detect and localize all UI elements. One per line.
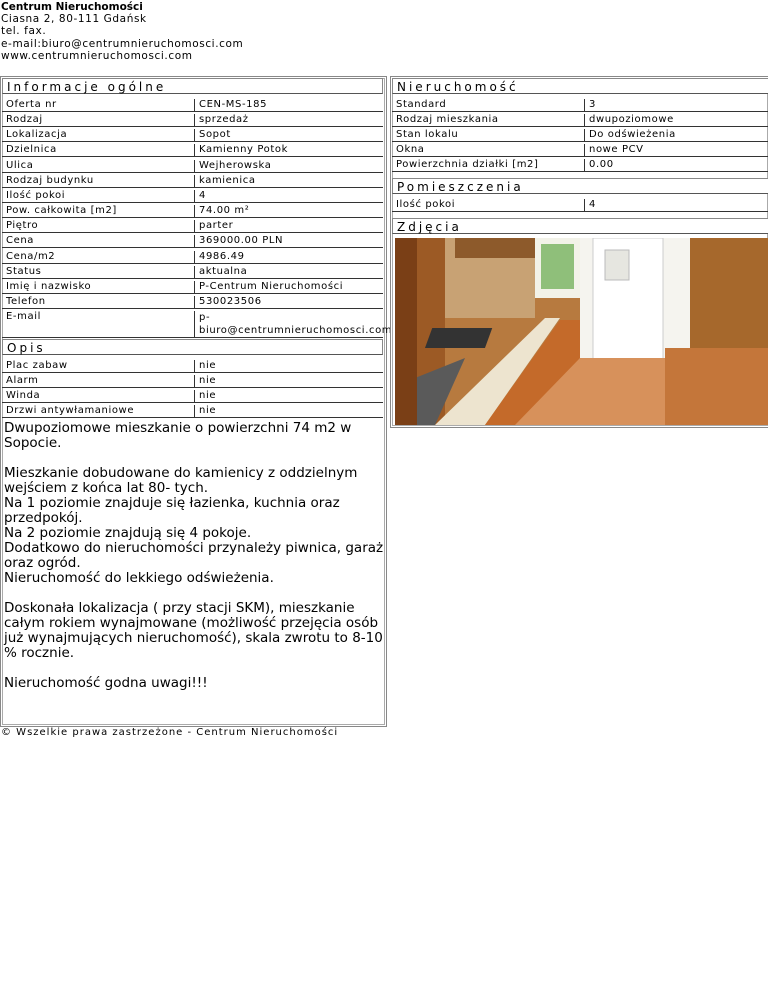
field-value: 369000.00 PLN [194,235,382,247]
table-row [2,158,383,173]
table-row [2,218,383,233]
field-value: Wejherowska [194,160,382,172]
table-row [2,97,383,112]
field-value: kamienica [194,175,382,187]
table-row [2,388,383,403]
kitchen-photo-image [395,238,768,425]
section-title-photos: Zdjęcia [392,218,768,234]
field-label: Okna [396,144,425,155]
field-label: Standard [396,99,447,110]
field-value: sprzedaż [194,114,382,126]
description-paragraph: Dwupoziomowe mieszkanie o powierzchni 74 m2 w Sopocie. [4,420,356,451]
table-row [2,188,383,203]
field-label: Drzwi antywłamaniowe [6,405,135,416]
table-row [392,97,768,112]
company-address: Ciasna 2, 80-111 Gdańsk [1,13,147,26]
field-value: aktualna [194,266,382,278]
table-row [392,157,768,172]
section-title-general: Informacje ogólne [2,78,383,94]
description-paragraph: Nieruchomość godna uwagi!!! [4,675,208,691]
field-value: nie [194,390,382,402]
description-paragraph: Doskonała lokalizacja ( przy stacji SKM), mieszkanie całym rokiem wynajmowane (możliwość przejęcia osób już wynajmujących nieruchomość), skala zwrotu to 8-10 % rocznie. [4,600,388,661]
section-title-rooms: Pomieszczenia [392,178,768,194]
property-photo[interactable] [395,238,768,425]
field-value: dwupoziomowe [584,114,767,126]
field-value: 0.00 [584,159,767,171]
field-label: Lokalizacja [6,129,68,141]
field-label: Piętro [6,220,39,232]
field-value: Do odświeżenia [584,129,767,141]
table-row [2,249,383,264]
field-value: 4 [194,190,382,202]
table-row [2,279,383,294]
field-label: Ilość pokoi [6,189,66,201]
field-value: Kamienny Potok [194,144,382,156]
section-title-opis: Opis [2,339,383,355]
field-value: P-Centrum Nieruchomości [194,281,382,293]
field-label: Rodzaj mieszkania [396,114,499,125]
field-label: Powierzchnia działki [m2] [396,159,539,170]
table-row [392,112,768,127]
field-value: nie [194,405,382,417]
field-label: Winda [6,390,41,401]
company-name: Centrum Nieruchomości [1,1,143,13]
table-row [392,127,768,142]
table-row [2,294,383,309]
footer-copyright: © Wszelkie prawa zastrzeżone - Centrum Nieruchomości [1,727,339,738]
field-value: parter [194,220,382,232]
field-label: Dzielnica [6,144,57,156]
table-row [392,197,768,212]
field-label: Stan lokalu [396,129,459,140]
field-label: Rodzaj [6,114,43,126]
field-label: Ilość pokoi [396,199,456,210]
table-row [2,142,383,157]
table-row [392,142,768,157]
field-value: Sopot [194,129,382,141]
company-phone: tel. fax. [1,25,47,38]
field-label: Cena [6,235,35,247]
table-row [2,264,383,279]
field-label: Cena/m2 [6,250,56,262]
field-label: Plac zabaw [6,360,68,371]
field-value: nie [194,375,382,387]
field-value: 530023506 [194,296,382,308]
description [4,421,388,691]
field-value: 4 [584,199,767,211]
table-row [2,309,393,338]
field-label: Rodzaj budynku [6,174,94,186]
field-value: 4986.49 [194,251,382,263]
field-label: Oferta nr [6,99,57,110]
field-value: nie [194,360,382,372]
field-label: Telefon [6,295,46,307]
field-label: Pow. całkowita [m2] [6,205,117,217]
table-row [2,403,383,418]
table-row [2,203,383,218]
table-row [2,373,383,388]
field-value: p-biuro@centrumnieruchomosci.com [194,311,382,337]
table-row [2,358,383,373]
table-row [2,127,383,142]
table-row [2,173,383,188]
company-website[interactable]: www.centrumnieruchomosci.com [1,49,193,62]
description-paragraph: Mieszkanie dobudowane do kamienicy z oddzielnym wejściem z końca lat 80- tych. Na 1 poziomie znajduje się łazienka, kuchnia oraz przedpokój. Na 2 poziomie znajdują się 4 pokoje. Dodatkowo do nieruchomości przynależy piwnica, garaż oraz ogród. Nieruchomość do lekkiego odświeżenia. [4,465,384,586]
field-label: Status [6,265,42,277]
field-label: Alarm [6,375,39,386]
field-label: E-mail [6,311,41,323]
company-email[interactable]: e-mail:biuro@centrumnieruchomosci.com [1,37,244,50]
company-header [1,1,243,62]
field-value: 74.00 m² [194,205,382,217]
table-row [2,233,383,248]
field-label: Ulica [6,159,34,171]
field-value: CEN-MS-185 [194,99,382,111]
field-value: nowe PCV [584,144,767,156]
field-value: 3 [584,99,767,111]
section-title-property: Nieruchomość [392,78,768,94]
field-label: Imię i nazwisko [6,280,92,292]
table-row [2,112,383,127]
